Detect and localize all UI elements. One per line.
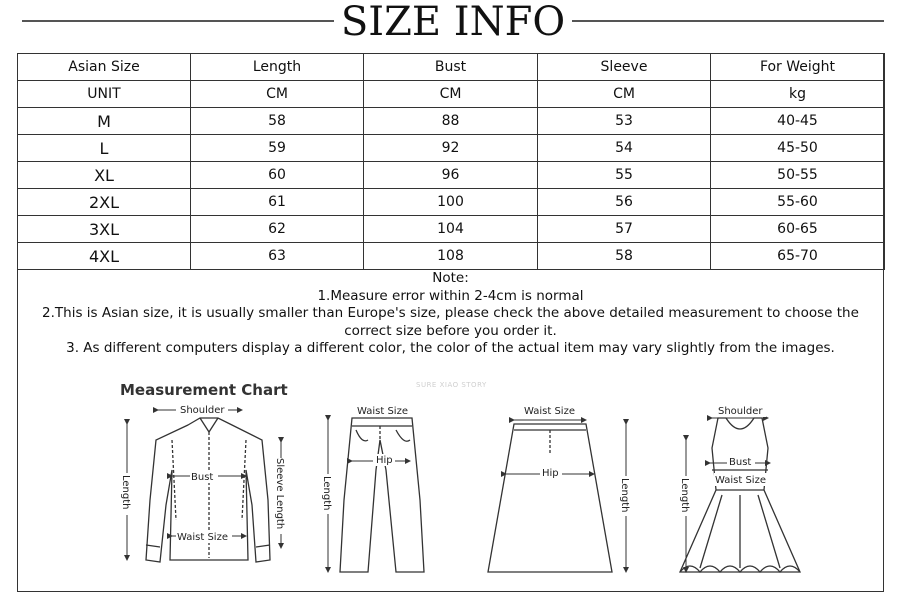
- note-1: 1.Measure error within 2-4cm is normal: [317, 287, 584, 304]
- table-cell: 3XL: [18, 216, 191, 243]
- dress-length-label: Length: [679, 478, 690, 513]
- table-cell: 60: [191, 162, 364, 189]
- table-cell: 60-65: [711, 216, 885, 243]
- table-cell: 96: [364, 162, 538, 189]
- pants-outline-icon: [340, 418, 424, 572]
- skirt-waist-label: Waist Size: [524, 406, 575, 417]
- skirt-hip-label: Hip: [542, 468, 559, 479]
- table-cell: 104: [364, 216, 538, 243]
- header-asian-size: Asian Size: [18, 54, 191, 81]
- table-cell: 58: [191, 108, 364, 135]
- measurement-chart-heading: Measurement Chart: [120, 381, 288, 399]
- table-cell: 88: [364, 108, 538, 135]
- header-for-weight: For Weight: [711, 54, 885, 81]
- header-length: Length: [191, 54, 364, 81]
- table-cell: 92: [364, 135, 538, 162]
- table-cell: 63: [191, 243, 364, 270]
- shirt-length-label: Length: [120, 475, 131, 510]
- table-cell: 100: [364, 189, 538, 216]
- note-3: 3. As different computers display a different color, the color of the actual item may vary slightly from the images.: [66, 340, 835, 356]
- table-cell: CM: [191, 81, 364, 108]
- table-cell: 2XL: [18, 189, 191, 216]
- table-cell: 40-45: [711, 108, 885, 135]
- shirt-shoulder-label: Shoulder: [180, 405, 225, 416]
- dress-figure: [680, 418, 800, 572]
- table-cell: 55-60: [711, 189, 885, 216]
- header-sleeve: Sleeve: [538, 54, 711, 81]
- dress-shoulder-label: Shoulder: [718, 406, 763, 417]
- table-cell: 62: [191, 216, 364, 243]
- table-cell: 57: [538, 216, 711, 243]
- table-cell: 45-50: [711, 135, 885, 162]
- table-cell: CM: [364, 81, 538, 108]
- skirt-length-label: Length: [619, 478, 630, 513]
- table-cell: 59: [191, 135, 364, 162]
- table-cell: CM: [538, 81, 711, 108]
- shirt-sleeve-label: Sleeve Length: [274, 458, 285, 530]
- pants-hip-label: Hip: [376, 455, 393, 466]
- table-cell: 50-55: [711, 162, 885, 189]
- table-cell: kg: [711, 81, 885, 108]
- table-cell: M: [18, 108, 191, 135]
- notes-heading: Note:: [432, 270, 469, 286]
- table-cell: 56: [538, 189, 711, 216]
- watermark: SURE XIAO STORY: [416, 381, 487, 389]
- table-cell: 65-70: [711, 243, 885, 270]
- table-cell: 4XL: [18, 243, 191, 270]
- table-cell: 55: [538, 162, 711, 189]
- note-2: 2.This is Asian size, it is usually smaller than Europe's size, please check the above detailed measurement to choose the correct size before you order it.: [42, 305, 859, 339]
- table-cell: L: [18, 135, 191, 162]
- table-cell: 108: [364, 243, 538, 270]
- dress-bust-label: Bust: [729, 457, 752, 468]
- dress-waist-label: Waist Size: [715, 475, 766, 486]
- table-cell: 58: [538, 243, 711, 270]
- shirt-waist-label: Waist Size: [177, 532, 228, 543]
- table-cell: 53: [538, 108, 711, 135]
- table-cell: UNIT: [18, 81, 191, 108]
- table-cell: 54: [538, 135, 711, 162]
- page-title: SIZE INFO: [340, 0, 566, 45]
- pants-waist-label: Waist Size: [357, 406, 408, 417]
- shirt-bust-label: Bust: [191, 472, 214, 483]
- skirt-figure: [488, 424, 612, 572]
- table-cell: 61: [191, 189, 364, 216]
- pants-length-label: Length: [321, 476, 332, 511]
- pants-figure: [340, 418, 424, 572]
- header-bust: Bust: [364, 54, 538, 81]
- table-cell: XL: [18, 162, 191, 189]
